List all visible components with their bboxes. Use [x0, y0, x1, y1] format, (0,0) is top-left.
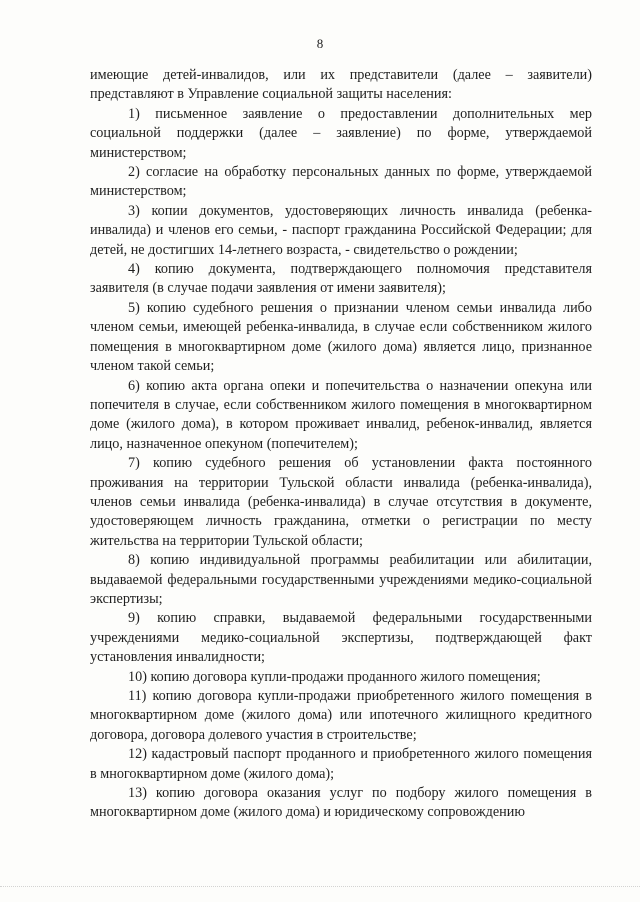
list-item-6: 6) копию акта органа опеки и попечительства о назначении опекуна или попечителя в случае, если собственником жилого помещения в многоквартирном доме (жилого дома), в котором проживает инвалид, ребенок-инвалид, является лицо, назначенное опекуном (попечителем);	[90, 377, 592, 452]
list-item-4: 4) копию документа, подтверждающего полномочия представителя заявителя (в случае подачи заявления от имени заявителя);	[90, 261, 592, 297]
list-item-11: 11) копию договора купли-продажи приобретенного жилого помещения в многоквартирном доме (жилого дома) или ипотечного жилищного кредитного договора, договора долевого участия в строительстве;	[90, 688, 592, 743]
document-body	[90, 66, 592, 823]
scan-artifact-line	[0, 886, 640, 889]
list-item-3: 3) копии документов, удостоверяющих личность инвалида (ребенка-инвалида) и членов его семьи, - паспорт гражданина Российской Федерации; для детей, не достигших 14-летнего возраста, - свидетельство о рождении;	[90, 202, 592, 258]
list-item-1: 1) письменное заявление о предоставлении дополнительных мер социальной поддержки (далее – заявление) по форме, утверждаемой министерством;	[90, 105, 592, 161]
list-item-12: 12) кадастровый паспорт проданного и приобретенного жилого помещения в многоквартирном доме (жилого дома);	[90, 746, 592, 782]
list-item-8: 8) копию индивидуальной программы реабилитации или абилитации, выдаваемой федеральными государственными учреждениями медико-социальной экспертизы;	[90, 552, 592, 607]
list-item-10: 10) копию договора купли-продажи проданного жилого помещения;	[128, 668, 541, 685]
list-item-7: 7) копию судебного решения об установлении факта постоянного проживания на территории Тульской области инвалида (ребенка-инвалида), членов семьи инвалида (ребенка-инвалида) в случае отсутствия в документе, удостоверяющем личность гражданина, отметки о регистрации по месту жительства на территории Тульской области;	[90, 455, 592, 549]
list-item-2: 2) согласие на обработку персональных данных по форме, утверждаемой министерством;	[90, 164, 592, 200]
list-item-13: 13) копию договора оказания услуг по подбору жилого помещения в многоквартирном доме (жилого дома) и юридическому сопровождению	[90, 785, 592, 821]
list-item-9: 9) копию справки, выдаваемой федеральными государственными учреждениями медико-социальной экспертизы, подтверждающей факт установления инвалидности;	[90, 610, 592, 666]
paragraph-intro: имеющие детей-инвалидов, или их представители (далее – заявители) представляют в Управление социальной защиты населения:	[90, 67, 592, 103]
list-item-5: 5) копию судебного решения о признании членом семьи инвалида либо членом семьи, имеющей ребенка-инвалида, в случае если собственником жилого помещения в многоквартирном доме (жилого дома) является лицо, признанное членом такой семьи;	[90, 299, 592, 375]
page-number: 8	[316, 36, 324, 51]
